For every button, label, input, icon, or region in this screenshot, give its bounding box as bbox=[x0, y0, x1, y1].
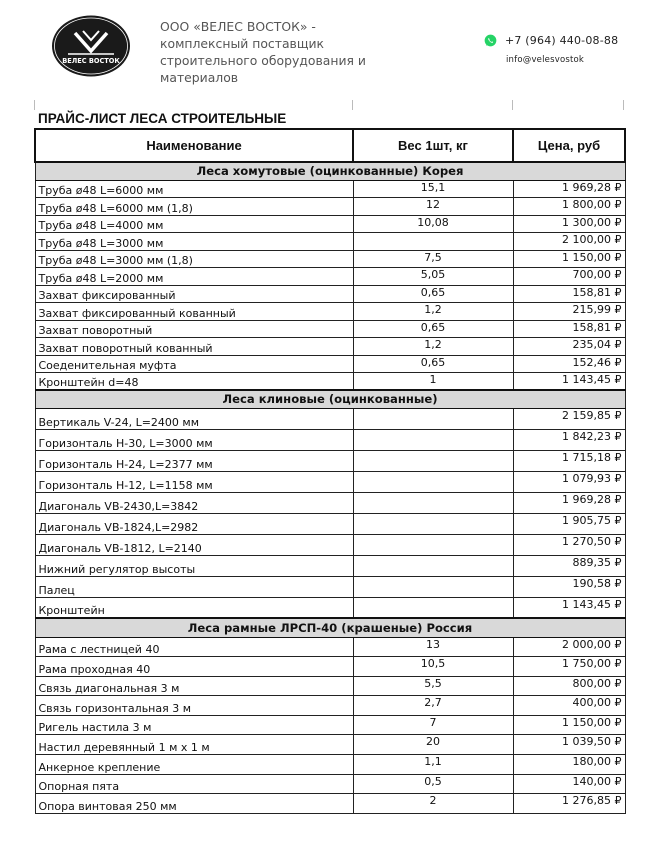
table-row bbox=[35, 233, 625, 251]
item-weight: 2,7 bbox=[353, 696, 513, 716]
item-weight: 1 bbox=[353, 373, 513, 391]
veles-vostok-logo bbox=[50, 14, 132, 78]
item-weight: 2 bbox=[353, 794, 513, 814]
item-weight bbox=[353, 597, 513, 618]
item-name: Захват фиксированный bbox=[35, 285, 353, 303]
table-row bbox=[35, 198, 625, 216]
table-row bbox=[35, 180, 625, 198]
item-weight bbox=[353, 492, 513, 513]
item-weight: 1,2 bbox=[353, 303, 513, 321]
item-name: Диагональ VB-1824,L=2982 bbox=[35, 513, 353, 534]
table-row bbox=[35, 355, 625, 373]
item-price: 2 159,85 ₽ bbox=[513, 408, 625, 429]
item-name: Захват фиксированный кованный bbox=[35, 303, 353, 321]
table-row bbox=[35, 657, 625, 677]
item-weight: 1,1 bbox=[353, 755, 513, 775]
item-weight: 0,65 bbox=[353, 285, 513, 303]
contacts bbox=[484, 34, 618, 65]
table-row bbox=[35, 735, 625, 755]
item-name: Горизонталь Н-30, L=3000 мм bbox=[35, 429, 353, 450]
table-row bbox=[35, 471, 625, 492]
phone-number[interactable]: +7 (964) 440-08-88 bbox=[505, 34, 619, 47]
item-price: 400,00 ₽ bbox=[513, 696, 625, 716]
item-name: Соеденительная муфта bbox=[35, 355, 353, 373]
item-weight: 1,2 bbox=[353, 338, 513, 356]
item-weight: 7,5 bbox=[353, 250, 513, 268]
item-price: 1 150,00 ₽ bbox=[513, 250, 625, 268]
item-name: Рама с лестницей 40 bbox=[35, 637, 353, 657]
table-row bbox=[35, 637, 625, 657]
item-weight: 13 bbox=[353, 637, 513, 657]
table-row bbox=[35, 285, 625, 303]
item-weight bbox=[353, 471, 513, 492]
item-weight bbox=[353, 555, 513, 576]
table-row bbox=[35, 676, 625, 696]
item-price: 889,35 ₽ bbox=[513, 555, 625, 576]
table-row bbox=[35, 597, 625, 618]
item-name: Труба ø48 L=2000 мм bbox=[35, 268, 353, 286]
item-name: Диагональ VB-2430,L=3842 bbox=[35, 492, 353, 513]
item-weight bbox=[353, 576, 513, 597]
table-row bbox=[35, 338, 625, 356]
table-row bbox=[35, 755, 625, 775]
price-table bbox=[34, 128, 626, 814]
item-price: 190,58 ₽ bbox=[513, 576, 625, 597]
item-weight: 7 bbox=[353, 715, 513, 735]
item-weight: 0,65 bbox=[353, 355, 513, 373]
item-name: Настил деревянный 1 м х 1 м bbox=[35, 735, 353, 755]
table-row bbox=[35, 450, 625, 471]
item-weight bbox=[353, 450, 513, 471]
item-price: 2 100,00 ₽ bbox=[513, 233, 625, 251]
table-row bbox=[35, 268, 625, 286]
item-price: 180,00 ₽ bbox=[513, 755, 625, 775]
item-price: 1 300,00 ₽ bbox=[513, 215, 625, 233]
item-price: 1 039,50 ₽ bbox=[513, 735, 625, 755]
table-row bbox=[35, 794, 625, 814]
section-header-row bbox=[35, 618, 625, 637]
item-name: Связь горизонтальная 3 м bbox=[35, 696, 353, 716]
item-price: 152,46 ₽ bbox=[513, 355, 625, 373]
item-price: 1 800,00 ₽ bbox=[513, 198, 625, 216]
logo-text: ВЕЛЕС ВОСТОК bbox=[62, 57, 120, 65]
item-weight bbox=[353, 513, 513, 534]
item-weight bbox=[353, 429, 513, 450]
page-header bbox=[0, 0, 672, 100]
section-header-row bbox=[35, 390, 625, 408]
whatsapp-icon bbox=[484, 34, 497, 47]
section-title: Леса хомутовые (оцинкованные) Корея bbox=[35, 162, 625, 180]
item-price: 158,81 ₽ bbox=[513, 285, 625, 303]
item-price: 140,00 ₽ bbox=[513, 774, 625, 794]
table-row bbox=[35, 250, 625, 268]
item-price: 215,99 ₽ bbox=[513, 303, 625, 321]
item-weight: 20 bbox=[353, 735, 513, 755]
item-weight: 15,1 bbox=[353, 180, 513, 198]
item-price: 1 143,45 ₽ bbox=[513, 597, 625, 618]
item-name: Захват поворотный кованный bbox=[35, 338, 353, 356]
item-name: Труба ø48 L=3000 мм bbox=[35, 233, 353, 251]
phone-row[interactable] bbox=[484, 34, 618, 47]
item-name: Рама проходная 40 bbox=[35, 657, 353, 677]
table-row bbox=[35, 492, 625, 513]
table-row bbox=[35, 303, 625, 321]
item-weight: 0,65 bbox=[353, 320, 513, 338]
table-row bbox=[35, 696, 625, 716]
item-weight: 10,5 bbox=[353, 657, 513, 677]
table-row bbox=[35, 774, 625, 794]
item-name: Ригель настила 3 м bbox=[35, 715, 353, 735]
company-description: ООО «ВЕЛЕС ВОСТОК» - комплексный поставщик строительного оборудования и материалов bbox=[160, 19, 366, 85]
item-price: 1 969,28 ₽ bbox=[513, 180, 625, 198]
item-weight: 5,05 bbox=[353, 268, 513, 286]
item-price: 700,00 ₽ bbox=[513, 268, 625, 286]
item-name: Захват поворотный bbox=[35, 320, 353, 338]
item-name: Труба ø48 L=6000 мм (1,8) bbox=[35, 198, 353, 216]
item-weight: 10,08 bbox=[353, 215, 513, 233]
email-address[interactable]: info@velesvostok bbox=[506, 55, 585, 65]
item-weight bbox=[353, 408, 513, 429]
item-name: Связь диагональная 3 м bbox=[35, 676, 353, 696]
item-weight: 12 bbox=[353, 198, 513, 216]
item-price: 1 276,85 ₽ bbox=[513, 794, 625, 814]
item-name: Кронштейн bbox=[35, 597, 353, 618]
item-price: 1 079,93 ₽ bbox=[513, 471, 625, 492]
table-header-row bbox=[35, 129, 625, 162]
item-name: Опора винтовая 250 мм bbox=[35, 794, 353, 814]
item-name: Горизонталь Н-24, L=2377 мм bbox=[35, 450, 353, 471]
item-name: Горизонталь Н-12, L=1158 мм bbox=[35, 471, 353, 492]
document-title: ПРАЙС-ЛИСТ ЛЕСА СТРОИТЕЛЬНЫЕ bbox=[38, 111, 287, 126]
item-price: 1 715,18 ₽ bbox=[513, 450, 625, 471]
item-name: Труба ø48 L=6000 мм bbox=[35, 180, 353, 198]
item-price: 1 150,00 ₽ bbox=[513, 715, 625, 735]
column-header-name: Наименование bbox=[35, 129, 353, 162]
item-name: Кронштейн d=48 bbox=[35, 373, 353, 391]
item-price: 1 270,50 ₽ bbox=[513, 534, 625, 555]
table-row bbox=[35, 215, 625, 233]
item-name: Палец bbox=[35, 576, 353, 597]
item-name: Нижний регулятор высоты bbox=[35, 555, 353, 576]
item-weight bbox=[353, 233, 513, 251]
section-title: Леса рамные ЛРСП-40 (крашеные) Россия bbox=[35, 618, 625, 637]
item-name: Труба ø48 L=3000 мм (1,8) bbox=[35, 250, 353, 268]
item-price: 800,00 ₽ bbox=[513, 676, 625, 696]
table-row bbox=[35, 408, 625, 429]
table-row bbox=[35, 555, 625, 576]
item-price: 1 842,23 ₽ bbox=[513, 429, 625, 450]
item-price: 2 000,00 ₽ bbox=[513, 637, 625, 657]
item-name: Труба ø48 L=4000 мм bbox=[35, 215, 353, 233]
column-header-price: Цена, руб bbox=[513, 129, 625, 162]
item-price: 1 143,45 ₽ bbox=[513, 373, 625, 391]
item-weight: 0,5 bbox=[353, 774, 513, 794]
table-row bbox=[35, 715, 625, 735]
item-price: 1 905,75 ₽ bbox=[513, 513, 625, 534]
table-row bbox=[35, 513, 625, 534]
item-name: Вертикаль V-24, L=2400 мм bbox=[35, 408, 353, 429]
item-price: 158,81 ₽ bbox=[513, 320, 625, 338]
section-header-row bbox=[35, 162, 625, 180]
item-price: 1 750,00 ₽ bbox=[513, 657, 625, 677]
item-name: Анкерное крепление bbox=[35, 755, 353, 775]
item-weight: 5,5 bbox=[353, 676, 513, 696]
item-price: 235,04 ₽ bbox=[513, 338, 625, 356]
table-row bbox=[35, 429, 625, 450]
item-price: 1 969,28 ₽ bbox=[513, 492, 625, 513]
table-row bbox=[35, 320, 625, 338]
column-header-weight: Вес 1шт, кг bbox=[353, 129, 513, 162]
table-row bbox=[35, 373, 625, 391]
item-name: Опорная пята bbox=[35, 774, 353, 794]
table-row bbox=[35, 534, 625, 555]
table-frame-lines bbox=[34, 100, 624, 110]
item-name: Диагональ VB-1812, L=2140 bbox=[35, 534, 353, 555]
table-row bbox=[35, 576, 625, 597]
section-title: Леса клиновые (оцинкованные) bbox=[35, 390, 625, 408]
item-weight bbox=[353, 534, 513, 555]
